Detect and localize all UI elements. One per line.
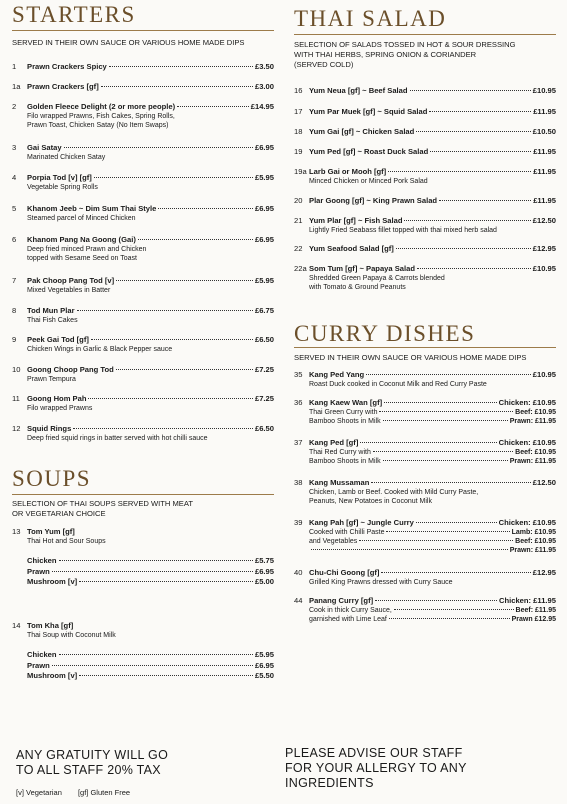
thai-salad-subtitle-line: (SERVED COLD) (294, 60, 354, 69)
menu-item (12, 394, 274, 413)
soup-option (12, 671, 274, 682)
dot-leader (73, 428, 253, 429)
menu-item-row (12, 306, 274, 316)
item-price: Chicken: £10.95 (498, 438, 556, 447)
item-name: Yum Plar [gf] ~ Fish Salad (309, 216, 403, 225)
option-price: Prawn £12.95 (511, 616, 556, 623)
item-price: £6.75 (254, 306, 274, 315)
item-number: 22a (294, 264, 307, 273)
option-label: Mushroom [v] (27, 671, 78, 680)
soups-title: SOUPS (12, 466, 92, 491)
menu-item (294, 596, 556, 624)
gratuity-line: ANY GRATUITY WILL GO (16, 748, 169, 762)
dot-leader (429, 111, 531, 112)
item-description: Grilled King Prawns dressed with Curry Sauce (309, 579, 453, 586)
item-price: £5.95 (254, 173, 274, 182)
item-number: 14 (12, 621, 21, 630)
item-number: 9 (12, 335, 17, 344)
dot-leader (381, 572, 530, 573)
item-price: £5.95 (254, 276, 274, 285)
item-price: £12.50 (532, 216, 556, 225)
item-name: Kang Pah [gf] ~ Jungle Curry (309, 518, 414, 527)
item-price: £7.25 (254, 394, 274, 403)
dot-leader (396, 248, 531, 249)
menu-item (12, 62, 274, 72)
dot-leader (177, 106, 249, 107)
item-number: 37 (294, 438, 303, 447)
item-name: Tom Yum [gf] (27, 527, 75, 536)
soup-options (12, 556, 274, 588)
menu-item (294, 264, 556, 292)
curry-option (294, 408, 556, 417)
curry-option (294, 537, 556, 546)
item-description: Minced Chicken or Minced Pork Salad (309, 178, 428, 185)
soup-item (12, 621, 274, 682)
item-description: Lightly Fried Seabass fillet topped with thai mixed herb salad (309, 227, 497, 234)
dot-leader (101, 86, 253, 87)
soups-divider (12, 494, 274, 495)
option-label: and Vegetables (309, 538, 358, 545)
item-number: 2 (12, 102, 17, 111)
dot-leader (52, 665, 253, 666)
item-number: 5 (12, 204, 17, 213)
item-number: 39 (294, 518, 303, 527)
thai-salad-subtitle-line: SELECTION OF SALADS TOSSED IN HOT & SOUR DRESSING (294, 40, 516, 49)
dot-leader (360, 442, 496, 443)
gratuity-notice (16, 748, 168, 778)
menu-item (294, 438, 556, 466)
item-name: Kang Ped [gf] (309, 438, 359, 447)
curry-subtitle: SERVED IN THEIR OWN SAUCE OR VARIOUS HOME MADE DIPS (294, 353, 527, 362)
item-number: 38 (294, 478, 303, 487)
item-name: Gai Satay (27, 143, 62, 152)
item-description: Deep fried minced Prawn and Chicken (27, 246, 147, 253)
dot-leader (116, 280, 253, 281)
soups-subtitle (12, 499, 193, 519)
dot-leader (404, 220, 530, 221)
dot-leader (158, 208, 253, 209)
soup-item-row (12, 527, 274, 537)
menu-item-row (294, 167, 556, 177)
item-number: 1a (12, 82, 21, 91)
menu-item (12, 276, 274, 295)
menu-item (294, 86, 556, 96)
item-name: Yum Seafood Salad [gf] (309, 244, 394, 253)
item-name: Chu-Chi Goong [gf] (309, 568, 380, 577)
item-description: Thai Hot and Sour Soups (27, 538, 106, 545)
option-price: Beef: £10.95 (515, 449, 556, 456)
allergy-notice (285, 746, 467, 791)
menu-item-row (294, 264, 556, 274)
menu-item-row (294, 196, 556, 206)
dot-leader (383, 420, 508, 421)
dot-leader (383, 460, 508, 461)
option-price: £5.75 (254, 556, 274, 565)
item-description: topped with Sesame Seed on Toast (27, 255, 138, 262)
menu-item-row (12, 365, 274, 375)
item-number: 4 (12, 173, 17, 182)
curry-divider (294, 347, 556, 348)
menu-item-row (12, 235, 274, 245)
item-number: 22 (294, 244, 303, 253)
item-name: Tom Kha [gf] (27, 621, 74, 630)
item-description: Marinated Chicken Satay (27, 154, 106, 161)
item-price: £10.95 (532, 86, 556, 95)
item-name: Goong Choop Pang Tod (27, 365, 114, 374)
item-number: 18 (294, 127, 303, 136)
dot-leader (79, 581, 253, 582)
dot-leader (394, 609, 514, 610)
dot-leader (366, 374, 531, 375)
menu-item (294, 244, 556, 254)
option-label: Bamboo Shoots in Milk (309, 418, 381, 425)
item-price: £10.95 (532, 370, 556, 379)
menu-item (12, 173, 274, 192)
soup-item-row (12, 621, 274, 631)
item-name: Yum Par Muek [gf] ~ Squid Salad (309, 107, 428, 116)
item-number: 8 (12, 306, 17, 315)
starters-divider (12, 30, 274, 31)
allergy-line: INGREDIENTS (285, 776, 374, 790)
item-number: 40 (294, 568, 303, 577)
option-label: garnished with Lime Leaf (309, 616, 387, 623)
option-price: £5.95 (254, 650, 274, 659)
menu-item-row (12, 204, 274, 214)
item-price: £3.00 (254, 82, 274, 91)
item-number: 6 (12, 235, 17, 244)
option-price: £6.95 (254, 566, 274, 576)
soup-option (12, 567, 274, 578)
dot-leader (410, 90, 531, 91)
item-price: £7.25 (254, 365, 274, 374)
item-number: 19a (294, 167, 307, 176)
curry-title: CURRY DISHES (294, 321, 476, 346)
dot-leader (91, 339, 253, 340)
menu-item-row (12, 82, 274, 92)
soup-item (12, 527, 274, 588)
item-name: Peek Gai Tod [gf] (27, 335, 89, 344)
menu-item-row (294, 127, 556, 137)
menu-item (12, 102, 274, 130)
option-price: Prawn: £11.95 (509, 458, 556, 465)
soup-option (12, 577, 274, 588)
item-name: Tod Mun Plar (27, 306, 75, 315)
option-price: £5.00 (254, 577, 274, 586)
menu-item-row (294, 147, 556, 157)
item-price: £6.50 (254, 335, 274, 344)
item-name: Prawn Crackers [gf] (27, 82, 99, 91)
item-price: £12.95 (532, 244, 556, 253)
option-label: Chicken (27, 556, 57, 565)
dot-leader (116, 369, 253, 370)
menu-item-row (12, 62, 274, 72)
item-name: Panang Curry [gf] (309, 596, 374, 605)
item-description: with Tomato & Ground Peanuts (309, 284, 406, 291)
menu-item-row (294, 438, 556, 448)
item-description: Peanuts, New Potatoes in Coconut Milk (309, 498, 432, 505)
item-price: £6.95 (254, 204, 274, 213)
legend-vegetarian: [v] Vegetarian (16, 788, 62, 797)
menu-item (12, 143, 274, 162)
item-number: 12 (12, 424, 21, 433)
dot-leader (384, 402, 496, 403)
item-number: 7 (12, 276, 17, 285)
item-description: Thai Soup with Coconut Milk (27, 632, 116, 639)
item-number: 35 (294, 370, 303, 379)
dot-leader (389, 618, 510, 619)
item-price: £14.95 (250, 102, 274, 111)
item-price: £11.95 (533, 196, 556, 205)
item-description: Filo wrapped Prawns (27, 405, 93, 412)
item-number: 1 (12, 62, 17, 71)
dot-leader (59, 560, 253, 561)
soup-option (12, 650, 274, 661)
item-number: 17 (294, 107, 303, 116)
dot-leader (439, 200, 531, 201)
option-price: Beef: £10.95 (515, 409, 556, 416)
dot-leader (375, 600, 497, 601)
item-number: 36 (294, 398, 303, 407)
menu-item (12, 424, 274, 443)
menu-item (294, 518, 556, 555)
thai-salad-divider (294, 34, 556, 35)
item-number: 19 (294, 147, 303, 156)
menu-item-row (12, 424, 274, 434)
menu-item (294, 127, 556, 137)
menu-item-row (294, 596, 556, 606)
dietary-legend (16, 788, 144, 797)
menu-item (294, 478, 556, 506)
item-name: Yum Ped [gf] ~ Roast Duck Salad (309, 147, 429, 156)
dot-leader (388, 171, 531, 172)
menu-item-row (294, 370, 556, 380)
dot-leader (371, 482, 530, 483)
allergy-line: FOR YOUR ALLERGY TO ANY (285, 761, 467, 775)
item-price: £10.50 (532, 127, 556, 136)
dot-leader (359, 540, 513, 541)
item-name: Khanom Pang Na Goong (Gai) (27, 235, 136, 244)
item-description: Chicken, Lamb or Beef. Cooked with Mild Curry Paste, (309, 489, 479, 496)
option-price: Prawn: £11.95 (509, 418, 556, 425)
gratuity-line: TO ALL STAFF 20% TAX (16, 763, 161, 777)
dot-leader (59, 654, 253, 655)
allergy-line: PLEASE ADVISE OUR STAFF (285, 746, 463, 760)
item-number: 21 (294, 216, 303, 225)
soup-option (12, 661, 274, 672)
item-description: Deep fried squid rings in batter served with hot chilli sauce (27, 435, 208, 442)
soup-option (12, 556, 274, 567)
option-label: Bamboo Shoots in Milk (309, 458, 381, 465)
item-name: Kang Mussaman (309, 478, 370, 487)
item-description: Mixed Vegetables in Batter (27, 287, 111, 294)
item-number: 3 (12, 143, 17, 152)
dot-leader (77, 310, 253, 311)
item-name: Yum Neua [gf] ~ Beef Salad (309, 86, 408, 95)
curry-option (294, 417, 556, 426)
menu-item-row (294, 86, 556, 96)
item-name: Goong Hom Pah (27, 394, 87, 403)
item-name: Porpia Tod [v] [gf] (27, 173, 92, 182)
menu-item-row (294, 244, 556, 254)
item-price: £6.50 (254, 424, 274, 433)
option-price: £6.95 (254, 660, 274, 670)
item-name: Som Tum [gf] ~ Papaya Salad (309, 264, 415, 273)
menu-item (12, 365, 274, 384)
item-number: 11 (12, 394, 20, 403)
option-price: Prawn: £11.95 (509, 547, 556, 554)
dot-leader (417, 268, 531, 269)
dot-leader (138, 239, 253, 240)
menu-item (12, 82, 274, 92)
item-number: 20 (294, 196, 303, 205)
menu-item (294, 398, 556, 426)
menu-item-row (294, 107, 556, 117)
soups-subtitle-line: OR VEGETARIAN CHOICE (12, 509, 106, 518)
item-description: Prawn Tempura (27, 376, 76, 383)
option-label: Cook in thick Curry Sauce, (309, 607, 392, 614)
menu-item (12, 235, 274, 263)
menu-item-row (294, 518, 556, 528)
menu-item-row (294, 568, 556, 578)
item-description: Chicken Wings in Garlic & Black Pepper sauce (27, 346, 173, 353)
item-description: Prawn Toast, Chicken Satay (No Item Swaps) (27, 122, 169, 129)
menu-item (294, 216, 556, 235)
starters-title: STARTERS (12, 2, 136, 27)
option-label: Thai Green Curry with (309, 409, 378, 416)
menu-item (12, 204, 274, 223)
dot-leader (109, 66, 253, 67)
dot-leader (430, 151, 531, 152)
menu-item-row (12, 335, 274, 345)
item-number: 44 (294, 596, 303, 605)
menu-item (294, 370, 556, 389)
item-name: Prawn Crackers Spicy (27, 62, 107, 71)
thai-salad-title: THAI SALAD (294, 6, 447, 31)
item-price: £11.95 (533, 107, 556, 116)
soup-options (12, 650, 274, 682)
option-label: Prawn (27, 660, 50, 670)
option-label: Prawn (27, 566, 50, 576)
dot-leader (64, 147, 253, 148)
thai-salad-subtitle-line: WITH THAI HERBS, SPRING ONION & CORIANDER (294, 50, 477, 59)
curry-option (294, 457, 556, 466)
item-price: £11.95 (533, 147, 556, 156)
item-price: £12.95 (532, 568, 556, 577)
menu-item (294, 107, 556, 117)
curry-option (294, 606, 556, 615)
curry-option (294, 615, 556, 624)
dot-leader (386, 531, 509, 532)
menu-item-row (12, 173, 274, 183)
curry-option (294, 448, 556, 457)
item-name: Squid Rings (27, 424, 72, 433)
item-price: £6.95 (254, 235, 274, 244)
item-description: Thai Fish Cakes (27, 317, 78, 324)
option-price: Beef: £10.95 (515, 538, 556, 545)
menu-item (12, 306, 274, 325)
dot-leader (52, 571, 253, 572)
menu-item-row (294, 216, 556, 226)
legend-gluten-free: [gf] Gluten Free (77, 788, 131, 797)
item-name: Khanom Jeeb ~ Dim Sum Thai Style (27, 204, 157, 213)
item-name: Golden Fleece Delight (2 or more people) (27, 102, 176, 111)
item-name: Kang Ped Yang (309, 370, 365, 379)
item-name: Pak Choop Pang Tod [v] (27, 276, 115, 285)
item-price: £6.95 (254, 143, 274, 152)
item-name: Larb Gai or Mooh [gf] (309, 167, 387, 176)
option-price: Beef: £11.95 (515, 607, 556, 614)
dot-leader (79, 675, 253, 676)
item-description: Roast Duck cooked in Coconut Milk and Red Curry Paste (309, 381, 487, 388)
menu-item-row (12, 143, 274, 153)
menu-item (12, 335, 274, 354)
menu-item (294, 568, 556, 587)
item-price: Chicken: £10.95 (498, 398, 556, 407)
item-price: £10.95 (532, 264, 556, 273)
option-label: Cooked with Chilli Paste (309, 529, 385, 536)
item-description: Filo wrapped Prawns, Fish Cakes, Spring Rolls, (27, 113, 175, 120)
dot-leader (88, 398, 253, 399)
dot-leader (373, 451, 513, 452)
item-price: £3.50 (254, 62, 274, 71)
dot-leader (311, 549, 508, 550)
item-description: Steamed parcel of Minced Chicken (27, 215, 136, 222)
option-price: Lamb: £10.95 (511, 529, 556, 536)
menu-item-row (294, 398, 556, 408)
option-price: £5.50 (254, 671, 274, 680)
menu-item-row (12, 394, 274, 404)
item-description: Vegetable Spring Rolls (27, 184, 98, 191)
item-name: Plar Goong [gf] ~ King Prawn Salad (309, 196, 438, 205)
option-label: Thai Red Curry with (309, 449, 371, 456)
item-name: Yum Gai [gf] ~ Chicken Salad (309, 127, 415, 136)
soups-subtitle-line: SELECTION OF THAI SOUPS SERVED WITH MEAT (12, 499, 194, 508)
item-price: £11.95 (533, 167, 556, 176)
item-price: £12.50 (532, 478, 556, 487)
menu-item-row (12, 102, 274, 112)
dot-leader (379, 411, 513, 412)
menu-item-row (12, 276, 274, 286)
item-number: 10 (12, 365, 21, 374)
menu-item (294, 167, 556, 186)
menu-item-row (294, 478, 556, 488)
item-number: 13 (12, 527, 21, 536)
starters-subtitle: SERVED IN THEIR OWN SAUCE OR VARIOUS HOME MADE DIPS (12, 38, 245, 47)
dot-leader (94, 177, 253, 178)
dot-leader (416, 522, 497, 523)
item-price: Chicken: £11.95 (499, 596, 556, 605)
thai-salad-subtitle (294, 40, 516, 70)
item-name: Kang Kaew Wan [gf] (309, 398, 383, 407)
menu-item (294, 196, 556, 206)
item-price: Chicken: £10.95 (498, 518, 556, 527)
option-label: Mushroom [v] (27, 577, 78, 586)
curry-option (294, 546, 556, 555)
curry-option (294, 528, 556, 537)
menu-item (294, 147, 556, 157)
option-label: Chicken (27, 650, 57, 659)
dot-leader (416, 131, 530, 132)
item-description: Shredded Green Papaya & Carrots blended (309, 275, 445, 282)
item-number: 16 (294, 86, 303, 95)
